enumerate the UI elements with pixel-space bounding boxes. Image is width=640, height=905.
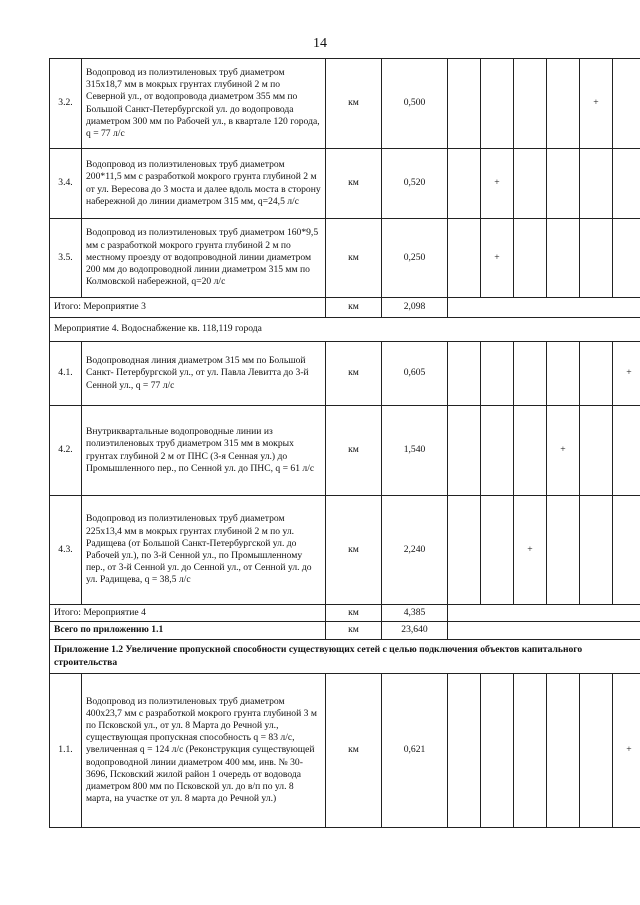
works-table — [49, 58, 640, 828]
period-mark — [580, 496, 613, 605]
subtotal-empty — [448, 298, 640, 318]
appendix-heading: Приложение 1.2 Увеличение пропускной способности существующих сетей с целью подключения объектов капитального строительства — [50, 640, 640, 674]
row-number: 4.2. — [50, 406, 82, 496]
period-mark — [613, 406, 640, 496]
table-row — [50, 59, 640, 149]
subtotal-quantity: 2,098 — [382, 298, 448, 318]
row-quantity: 2,240 — [382, 496, 448, 605]
row-description: Водопровод из полиэтиленовых труб диаметром 315х18,7 мм в мокрых грунтах глубиной 2 м по Северной ул., от водопровода диаметром 355 мм по Большой Санкт-Петербургской ул. до водопровода диаметром 300 мм по Рабочей ул., в квартале 120 города, q = 77 л/с — [82, 59, 326, 149]
row-description: Водопроводная линия диаметром 315 мм по Большой Санкт- Петербургской ул., от ул. Павла Левитта до 3-й Сенной ул., q = 77 л/с — [82, 342, 326, 406]
row-unit: км — [326, 342, 382, 406]
row-number: 3.5. — [50, 219, 82, 298]
period-mark — [613, 59, 640, 149]
period-mark — [448, 149, 481, 219]
row-quantity: 0,250 — [382, 219, 448, 298]
grand-total-quantity: 23,640 — [382, 622, 448, 640]
row-unit: км — [326, 149, 382, 219]
row-description: Водопровод из полиэтиленовых труб диаметром 160*9,5 мм с разработкой мокрого грунта глубиной 2 м по местному проезду от водопроводной линии диаметром 200 мм до водопроводной линии диаметром 315 мм по Колмовской набережной, q=20 л/с — [82, 219, 326, 298]
row-quantity: 0,621 — [382, 674, 448, 828]
period-mark — [613, 496, 640, 605]
period-mark — [547, 219, 580, 298]
table-row — [50, 149, 640, 219]
period-mark — [481, 674, 514, 828]
row-number: 4.3. — [50, 496, 82, 605]
period-mark — [580, 219, 613, 298]
table-row — [50, 219, 640, 298]
period-mark — [547, 149, 580, 219]
period-mark: + — [481, 149, 514, 219]
period-mark: + — [613, 674, 640, 828]
row-number: 1.1. — [50, 674, 82, 828]
period-mark — [613, 219, 640, 298]
period-mark: + — [547, 406, 580, 496]
period-mark — [580, 674, 613, 828]
subtotal-label: Итого: Мероприятие 4 — [50, 605, 326, 622]
period-mark: + — [514, 496, 547, 605]
subtotal-unit: км — [326, 298, 382, 318]
period-mark — [547, 342, 580, 406]
period-mark — [481, 342, 514, 406]
period-mark — [481, 59, 514, 149]
table-row — [50, 342, 640, 406]
period-mark: + — [613, 342, 640, 406]
period-mark — [481, 496, 514, 605]
period-mark — [448, 59, 481, 149]
row-unit: км — [326, 59, 382, 149]
period-mark — [514, 406, 547, 496]
row-unit: км — [326, 219, 382, 298]
grand-total-unit: км — [326, 622, 382, 640]
row-quantity: 0,605 — [382, 342, 448, 406]
period-mark — [514, 149, 547, 219]
row-quantity: 1,540 — [382, 406, 448, 496]
subtotal-row — [50, 605, 640, 622]
row-quantity: 0,520 — [382, 149, 448, 219]
row-number: 3.2. — [50, 59, 82, 149]
subtotal-row — [50, 298, 640, 318]
table-row — [50, 674, 640, 828]
period-mark — [580, 149, 613, 219]
row-description: Водопровод из полиэтиленовых труб диаметром 200*11,5 мм с разработкой мокрого грунта глубиной 2 м от ул. Вересова до 3 моста и далее вдоль моста в сторону набережной до линии диаметром 315 мм, q=24,5 л/с — [82, 149, 326, 219]
period-mark — [580, 406, 613, 496]
period-mark: + — [481, 219, 514, 298]
period-mark — [514, 59, 547, 149]
subtotal-unit: км — [326, 605, 382, 622]
row-description: Внутриквартальные водопроводные линии из полиэтиленовых труб диаметром 315 мм в мокрых грунтах глубиной 2 м от ПНС (3-я Сенная ул.) до Промышленного пер., по Сенной ул. до ПНС, q = 61 л/с — [82, 406, 326, 496]
row-description: Водопровод из полиэтиленовых труб диаметром 225х13,4 мм в мокрых грунтах глубиной 2 м по ул. Радищева (от Большой Санкт-Петербургской ул. до Рабочей ул.), по 3-й Сенной ул., по Промышленному пер., от 3-й Сенной ул. до Сенной ул., от Сенной ул. до ул. Радищева, q = 38,5 л/с — [82, 496, 326, 605]
page-number: 14 — [313, 36, 327, 51]
row-number: 3.4. — [50, 149, 82, 219]
period-mark: + — [580, 59, 613, 149]
appendix-heading-row — [50, 640, 640, 674]
grand-total-empty — [448, 622, 640, 640]
period-mark — [547, 674, 580, 828]
subtotal-label: Итого: Мероприятие 3 — [50, 298, 326, 318]
row-unit: км — [326, 406, 382, 496]
period-mark — [448, 342, 481, 406]
row-number: 4.1. — [50, 342, 82, 406]
subtotal-quantity: 4,385 — [382, 605, 448, 622]
period-mark — [514, 219, 547, 298]
section-row — [50, 318, 640, 342]
period-mark — [448, 406, 481, 496]
period-mark — [448, 496, 481, 605]
section-heading: Мероприятие 4. Водоснабжение кв. 118,119 города — [50, 318, 640, 342]
period-mark — [580, 342, 613, 406]
row-unit: км — [326, 496, 382, 605]
row-unit: км — [326, 674, 382, 828]
table-row — [50, 496, 640, 605]
period-mark — [514, 674, 547, 828]
subtotal-empty — [448, 605, 640, 622]
period-mark — [448, 674, 481, 828]
table-row — [50, 406, 640, 496]
period-mark — [514, 342, 547, 406]
grand-total-row — [50, 622, 640, 640]
row-quantity: 0,500 — [382, 59, 448, 149]
period-mark — [448, 219, 481, 298]
period-mark — [613, 149, 640, 219]
period-mark — [547, 59, 580, 149]
period-mark — [481, 406, 514, 496]
row-description: Водопровод из полиэтиленовых труб диаметром 400х23,7 мм с разработкой мокрого грунта глубиной 3 м по Псковской ул., от ул. 8 Марта до Речной ул., существующая пропускная способность q = 83 л/с, увеличенная q = 124 л/с (Реконструкция существующей водопроводной линии диаметром 400 мм, инв. № 30-3696, Псковский жилой район 1 очередь от водовода диаметром 800 мм по Псковской ул. до в/п по ул. 8 марта, на участке от ул. 8 марта до Речной ул.) — [82, 674, 326, 828]
grand-total-label: Всего по приложению 1.1 — [50, 622, 326, 640]
period-mark — [547, 496, 580, 605]
